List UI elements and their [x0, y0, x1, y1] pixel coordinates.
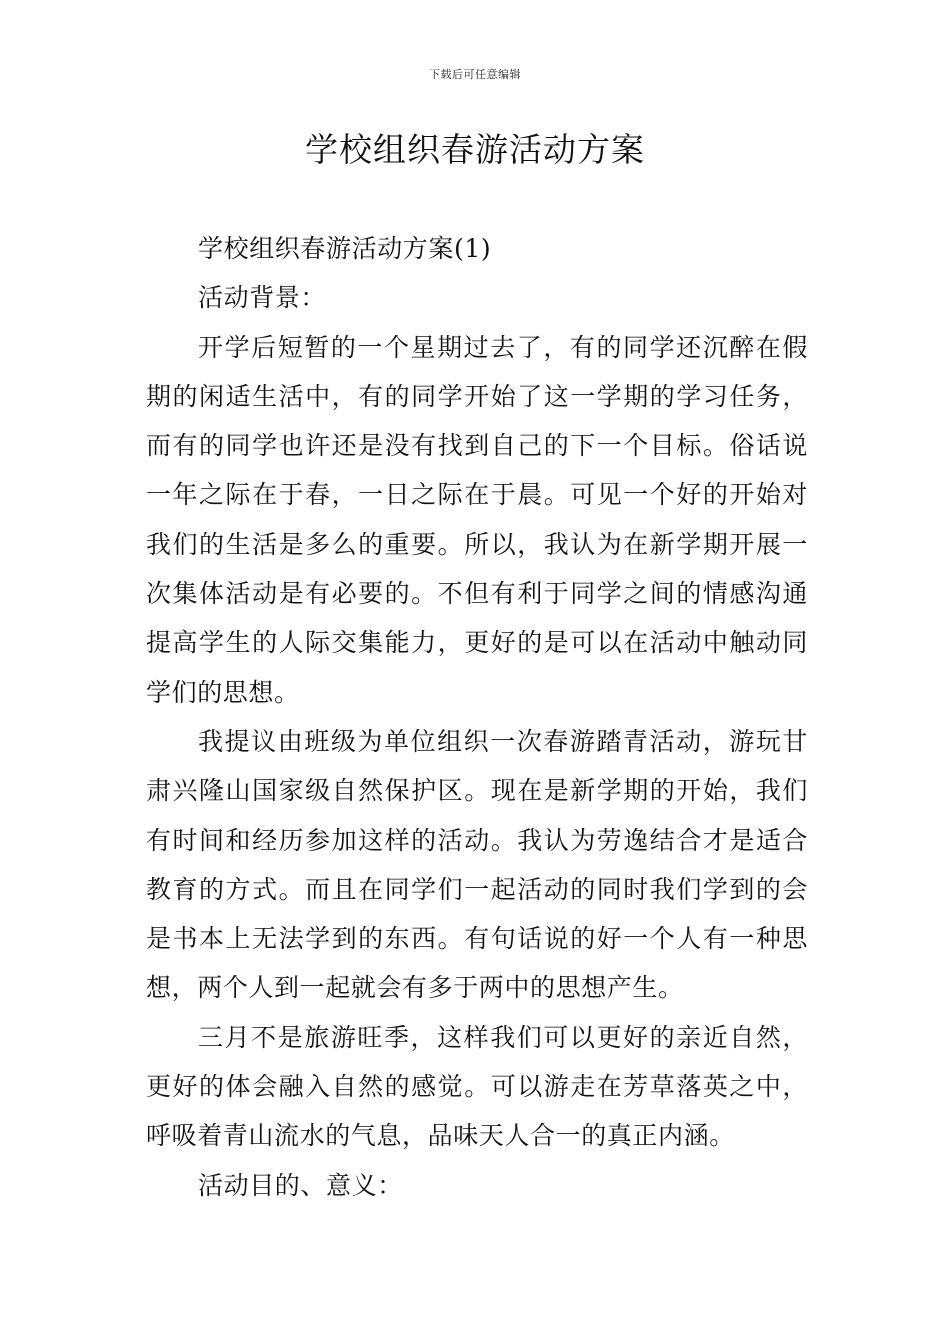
- document-body: [146, 224, 808, 1210]
- subheading-purpose: 活动目的、意义：: [198, 1170, 403, 1200]
- paragraph: 我提议由班级为单位组织一次春游踏青活动，游玩甘肃兴隆山国家级自然保护区。现在是新学期的开始，我们有时间和经历参加这样的活动。我认为劳逸结合才是适合教育的方式。而且在同学们一起活动的同时我们学到的会是书本上无法学到的东西。有句话说的好一个人有一种思想，两个人到一起就会有多于两中的思想产生。: [146, 726, 808, 1003]
- paragraph: 三月不是旅游旺季，这样我们可以更好的亲近自然，更好的体会融入自然的感觉。可以游走在芳草落英之中，呼吸着青山流水的气息，品味天人合一的真正内涵。: [146, 1022, 808, 1151]
- header-note: 下载后可任意编辑: [429, 68, 521, 81]
- paragraph: 开学后短暂的一个星期过去了，有的同学还沉醉在假期的闲适生活中，有的同学开始了这一学期的学习任务，而有的同学也许还是没有找到自己的下一个目标。俗话说一年之际在于春，一日之际在于晨。可见一个好的开始对我们的生活是多么的重要。所以，我认为在新学期开展一次集体活动是有必要的。不但有利于同学之间的情感沟通提高学生的人际交集能力，更好的是可以在活动中触动同学们的思想。: [146, 332, 808, 707]
- subheading-background: 活动背景：: [198, 283, 327, 313]
- document-title: 学校组织春游活动方案: [305, 130, 645, 169]
- section-heading: 学校组织春游活动方案(1): [198, 234, 492, 263]
